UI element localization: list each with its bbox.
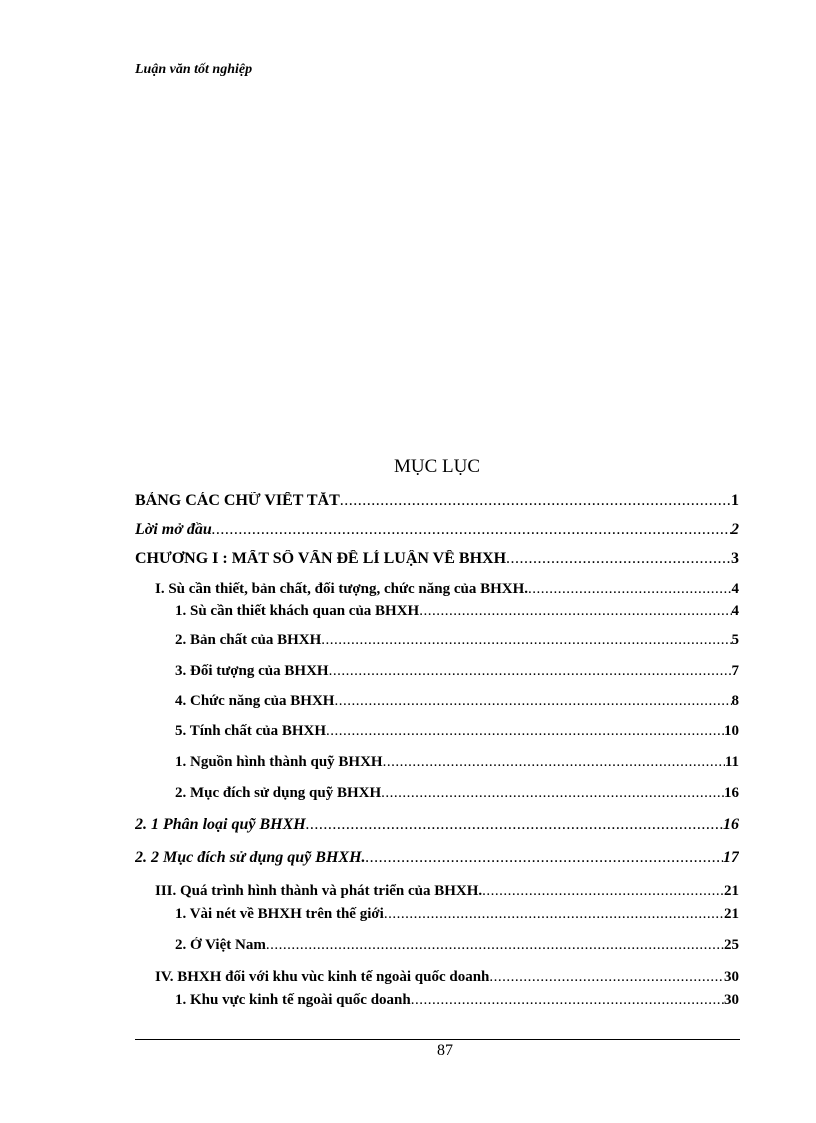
toc-entry-label: 2. 1 Phân loại quỹ BHXH xyxy=(135,816,306,833)
toc-entry-page: 5 xyxy=(731,632,739,648)
toc-dot-leader xyxy=(366,849,723,867)
toc-entry-italic-heading[interactable] xyxy=(135,816,739,834)
toc-entry-page: 16 xyxy=(723,816,739,833)
toc-entry-page: 2 xyxy=(731,521,739,538)
toc-entry-page: 4 xyxy=(731,603,739,619)
toc-entry-page: 16 xyxy=(724,785,739,801)
toc-entry-subsection[interactable] xyxy=(175,785,739,802)
toc-entry-subsection[interactable] xyxy=(175,632,739,649)
toc-entry-page: 25 xyxy=(724,937,739,953)
toc-entry-label: 2. Mục đích sử dụng quỹ BHXH xyxy=(175,785,382,801)
toc-dot-leader xyxy=(326,723,724,740)
toc-dot-leader xyxy=(482,883,724,900)
toc-dot-leader xyxy=(384,906,724,923)
toc-entry-subsection[interactable] xyxy=(175,693,739,710)
toc-entry-label: I. Sù cần thiết, bản chất, đối tượng, chức năng của BHXH. xyxy=(155,581,529,597)
toc-entry-label: IV. BHXH đối với khu vùc kinh tế ngoài quốc doanh xyxy=(155,969,490,985)
toc-entry-section-3[interactable] xyxy=(155,883,739,900)
toc-entry-label: 1. Vài nét về BHXH trên thế giới xyxy=(175,906,384,922)
toc-entry-label: Lời mở đầu xyxy=(135,521,212,538)
toc-dot-leader xyxy=(489,969,724,986)
toc-entry-label: 1. Khu vực kinh tế ngoài quốc doanh xyxy=(175,992,411,1008)
toc-entry-label: 2. 2 Mục đích sử dụng quỹ BHXH. xyxy=(135,849,366,866)
footer-divider xyxy=(135,1039,740,1040)
toc-entry-page: 30 xyxy=(724,969,739,985)
toc-entry-page: 7 xyxy=(731,663,739,679)
toc-entry-page: 1 xyxy=(731,492,739,509)
toc-entry-page: 11 xyxy=(724,754,739,770)
toc-dot-leader xyxy=(381,785,724,802)
toc-title: MỤC LỤC xyxy=(393,456,481,477)
toc-entry-chapter-1[interactable] xyxy=(135,550,739,568)
toc-dot-leader xyxy=(506,550,731,568)
toc-dot-leader xyxy=(334,693,731,710)
toc-entry-page: 8 xyxy=(731,693,739,709)
toc-entry-subsection[interactable] xyxy=(175,603,739,620)
page-number: 87 xyxy=(437,1042,453,1059)
toc-entry-label: 3. Đối tượng của BHXH xyxy=(175,663,329,679)
toc-entry-label: III. Quá trình hình thành và phát triển của BHXH. xyxy=(155,883,483,899)
toc-entry-label: 2. Bản chất của BHXH xyxy=(175,632,322,648)
toc-entry-label: 2. Ở Việt Nam xyxy=(175,937,266,953)
toc-dot-leader xyxy=(383,754,725,771)
toc-entry-label: CHƯƠNG I : MẤT SỐ VẤN ĐỀ LÍ LUẬN VỀ BHXH xyxy=(135,550,507,567)
toc-entry-italic-heading[interactable] xyxy=(135,849,739,867)
toc-entry-subsection[interactable] xyxy=(175,663,739,680)
toc-entry-page: 21 xyxy=(724,906,739,922)
toc-entry-abbreviations[interactable] xyxy=(135,492,739,510)
toc-dot-leader xyxy=(528,581,731,598)
toc-dot-leader xyxy=(411,992,724,1009)
toc-entry-label: 1. Sù cần thiết khách quan của BHXH xyxy=(175,603,420,619)
toc-entry-subsection[interactable] xyxy=(175,754,739,771)
toc-entry-section-1[interactable] xyxy=(155,581,739,598)
toc-entry-label: 1. Nguồn hình thành quỹ BHXH xyxy=(175,754,383,770)
toc-entry-page: 21 xyxy=(724,883,739,899)
toc-dot-leader xyxy=(266,937,724,954)
toc-entry-subsection[interactable] xyxy=(175,906,739,923)
toc-entry-page: 4 xyxy=(731,581,739,597)
toc-dot-leader xyxy=(212,521,731,539)
toc-entry-introduction[interactable] xyxy=(135,521,739,539)
toc-entry-subsection[interactable] xyxy=(175,992,739,1009)
toc-entry-page: 3 xyxy=(731,550,739,567)
toc-dot-leader xyxy=(419,603,731,620)
toc-entry-label: 4. Chức năng của BHXH xyxy=(175,693,335,709)
toc-entry-subsection[interactable] xyxy=(175,723,739,740)
toc-dot-leader xyxy=(340,492,731,510)
toc-entry-page: 30 xyxy=(724,992,739,1008)
toc-entry-subsection[interactable] xyxy=(175,937,739,954)
toc-entry-label: BẢNG CÁC CHỮ VIẾT TẮT xyxy=(135,492,340,509)
running-header: Luận văn tốt nghiệp xyxy=(135,62,253,77)
toc-dot-leader xyxy=(329,663,732,680)
toc-entry-section-4[interactable] xyxy=(155,969,739,986)
toc-dot-leader xyxy=(306,816,723,834)
toc-entry-page: 17 xyxy=(723,849,739,866)
toc-entry-label: 5. Tính chất của BHXH xyxy=(175,723,327,739)
toc-entry-page: 10 xyxy=(724,723,739,739)
toc-dot-leader xyxy=(321,632,731,649)
